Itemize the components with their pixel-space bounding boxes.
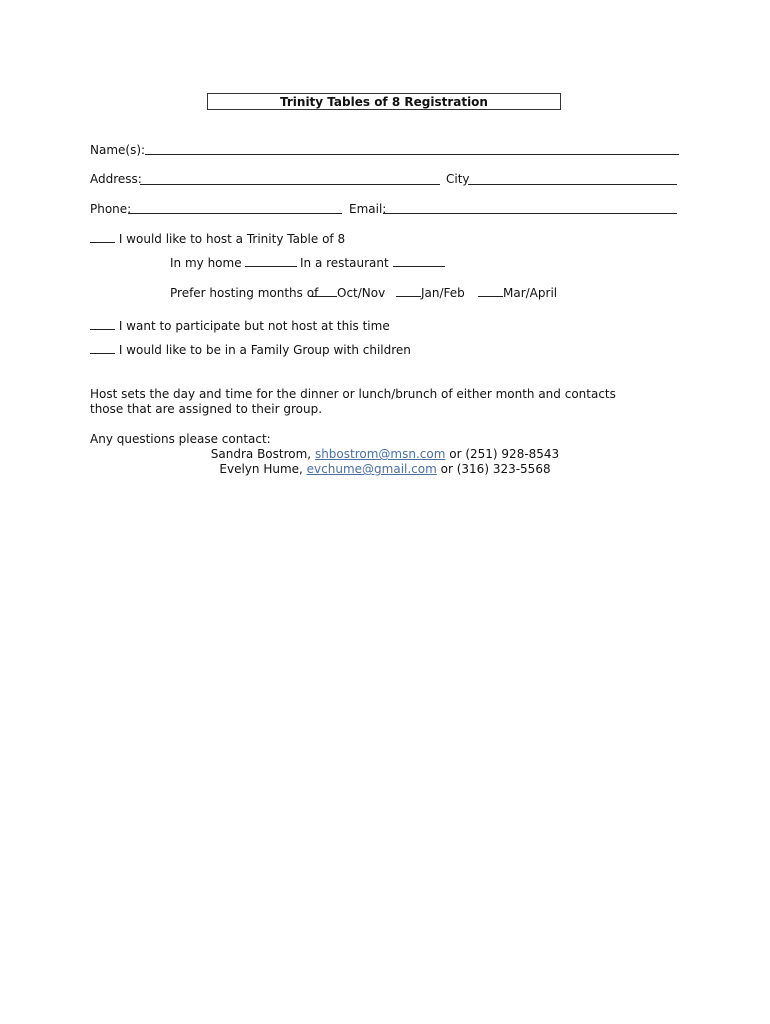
address-label: Address:	[90, 172, 142, 186]
home-option-blank[interactable]	[245, 255, 297, 267]
host-note: Host sets the day and time for the dinner or lunch/brunch of either month and contacts those that are assigned to their group.	[90, 387, 616, 416]
email-label: Email:	[349, 202, 387, 216]
contact-2-phone: or (316) 323-5568	[440, 462, 551, 476]
month-2-text: Jan/Feb	[421, 286, 465, 300]
host-option-text: I would like to host a Trinity Table of 8	[118, 232, 346, 246]
month-option-3	[478, 285, 557, 301]
contact-1-email-link[interactable]: shbostrom@msn.com	[314, 447, 446, 461]
month-1-text: Oct/Nov	[337, 286, 386, 300]
city-field-line[interactable]	[468, 184, 677, 185]
months-label: Prefer hosting months of	[170, 286, 319, 300]
restaurant-option-blank[interactable]	[393, 255, 445, 267]
restaurant-option-text: In a restaurant	[300, 256, 389, 270]
contact-2-name: Evelyn Hume,	[219, 462, 303, 476]
names-field-line[interactable]	[145, 154, 679, 155]
home-option	[170, 255, 297, 271]
contact-1-phone: or (251) 928-8543	[449, 447, 560, 461]
month-3-blank[interactable]	[478, 285, 503, 297]
restaurant-option	[300, 255, 445, 271]
host-option	[90, 231, 345, 247]
questions-label: Any questions please contact:	[90, 432, 271, 446]
participate-option-blank[interactable]	[90, 318, 115, 330]
month-option-1	[312, 285, 385, 301]
month-2-blank[interactable]	[396, 285, 421, 297]
address-field-line[interactable]	[140, 184, 440, 185]
family-option-blank[interactable]	[90, 342, 115, 354]
phone-label: Phone:	[90, 202, 132, 216]
host-option-blank[interactable]	[90, 231, 115, 243]
email-field-line[interactable]	[383, 213, 677, 214]
contact-1	[0, 446, 770, 462]
names-label: Name(s):	[90, 143, 146, 157]
participate-option-text: I want to participate but not host at this time	[118, 319, 390, 333]
contact-2	[0, 461, 770, 477]
city-label: City	[446, 172, 470, 186]
month-option-2	[396, 285, 465, 301]
phone-field-line[interactable]	[128, 213, 342, 214]
family-option-text: I would like to be in a Family Group with children	[118, 343, 411, 357]
form-title: Trinity Tables of 8 Registration	[207, 93, 561, 110]
participate-option	[90, 318, 390, 334]
month-3-text: Mar/April	[503, 286, 558, 300]
contact-1-name: Sandra Bostrom,	[210, 447, 312, 461]
contact-2-email-link[interactable]: evchume@gmail.com	[306, 462, 437, 476]
home-option-text: In my home	[170, 256, 242, 270]
month-1-blank[interactable]	[312, 285, 337, 297]
family-option	[90, 342, 411, 358]
